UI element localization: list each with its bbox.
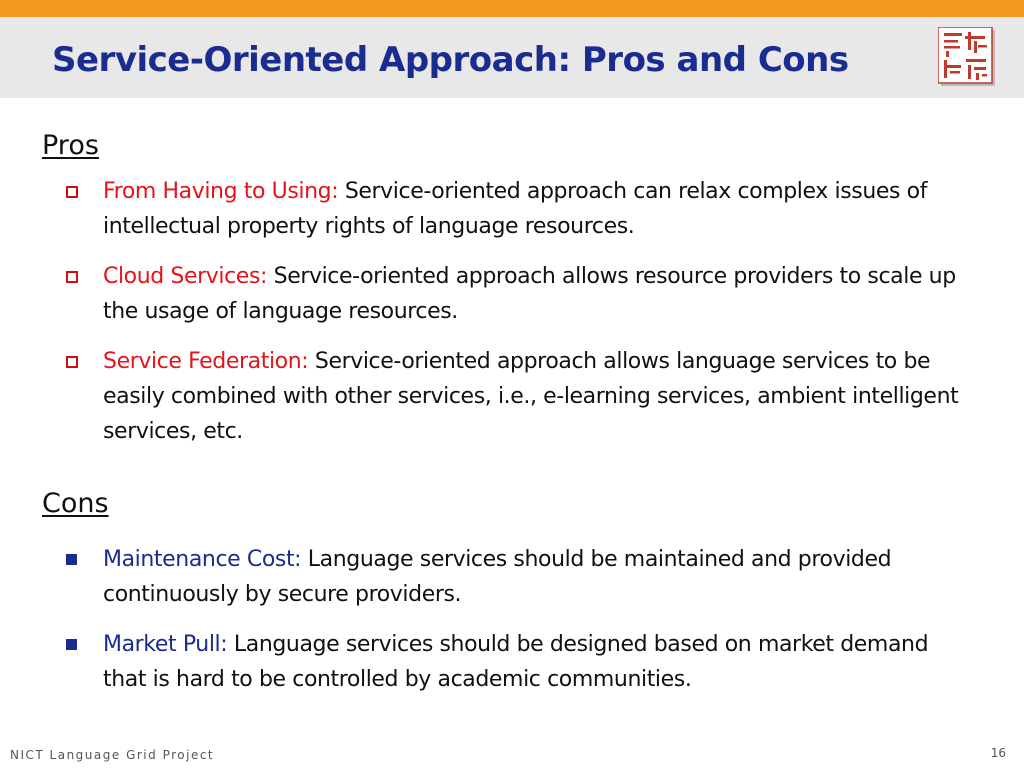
- pros-heading: Pros: [42, 130, 99, 161]
- solid-square-bullet-icon: [66, 554, 77, 565]
- pros-item: [66, 344, 976, 449]
- pros-item: [66, 259, 976, 329]
- cons-item-text: Language services should be designed based on market demand that is hard to be controlled by academic communities.: [103, 632, 929, 692]
- language-grid-logo: [938, 27, 996, 87]
- cons-item-text: Language services should be maintained and provided continuously by secure providers.: [103, 547, 892, 607]
- slide-title: Service-Oriented Approach: Pros and Cons: [52, 40, 849, 80]
- pros-item-lead: From Having to Using:: [103, 179, 339, 204]
- hollow-square-bullet-icon: [66, 356, 78, 368]
- hollow-square-bullet-icon: [66, 186, 78, 198]
- solid-square-bullet-icon: [66, 639, 77, 650]
- pros-item-text: Service-oriented approach can relax complex issues of intellectual property rights of language resources.: [103, 179, 928, 239]
- cons-item-lead: Maintenance Cost:: [103, 547, 302, 572]
- hollow-square-bullet-icon: [66, 271, 78, 283]
- cons-item: [66, 542, 976, 612]
- pros-item: [66, 174, 976, 244]
- pros-item-text: Service-oriented approach allows language services to be easily combined with other services, i.e., e-learning services, ambient intelligent services, etc.: [103, 349, 959, 444]
- pros-item-lead: Service Federation:: [103, 349, 309, 374]
- page-number: 16: [990, 746, 1006, 760]
- top-accent-bar: [0, 0, 1024, 17]
- footer-project-name: NICT Language Grid Project: [10, 748, 215, 762]
- cons-item-lead: Market Pull:: [103, 632, 228, 657]
- pros-item-lead: Cloud Services:: [103, 264, 268, 289]
- cons-item: [66, 627, 976, 697]
- cons-heading: Cons: [42, 488, 109, 519]
- pros-item-text: Service-oriented approach allows resource providers to scale up the usage of language resources.: [103, 264, 956, 324]
